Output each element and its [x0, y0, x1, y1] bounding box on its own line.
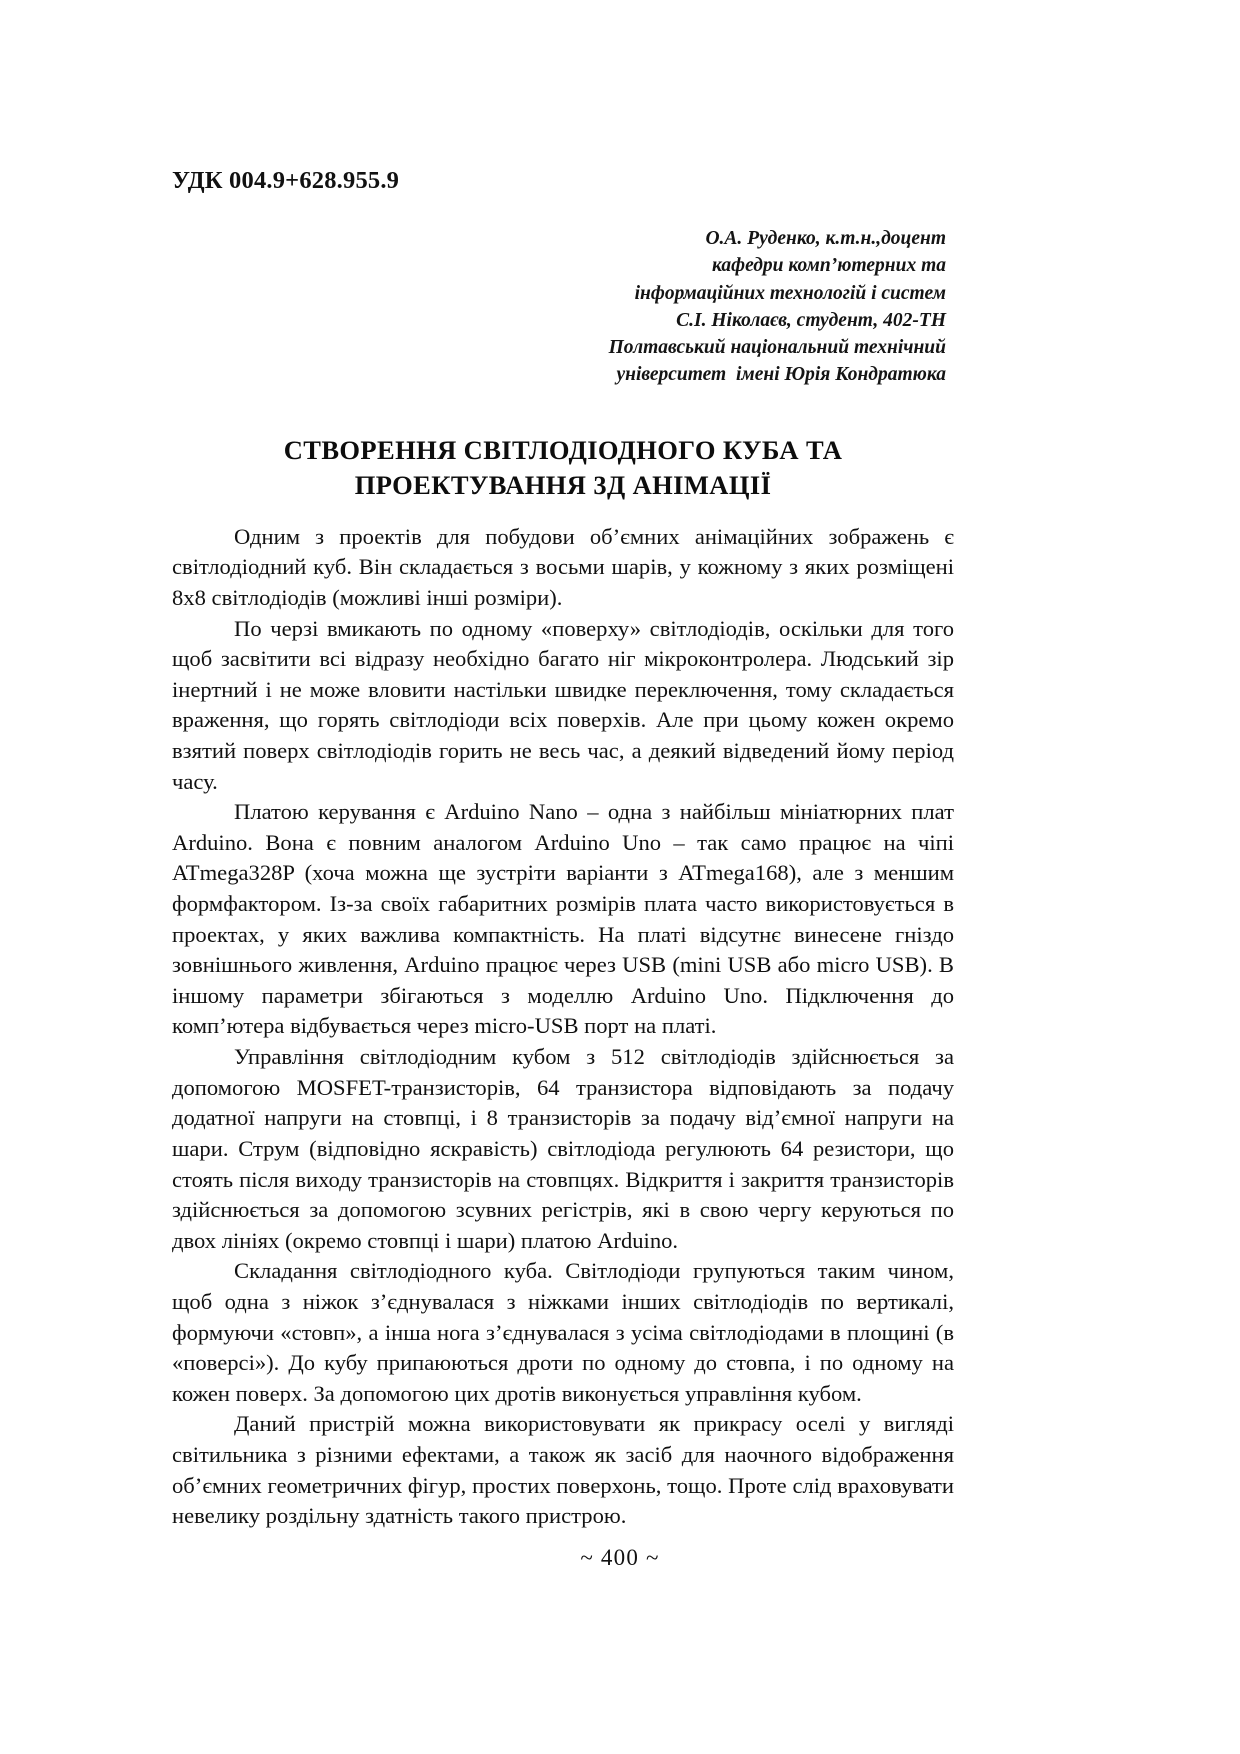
title-line-2: ПРОЕКТУВАННЯ 3Д АНІМАЦІЇ — [354, 470, 772, 501]
author-line-1: О.А. Руденко, к.т.н.,доцент — [705, 227, 946, 249]
article-title — [172, 433, 954, 504]
body-paragraph-1: Одним з проектів для побудови об’ємних анімаційних зображень є світлодіодний куб. Він складається з восьми шарів, у кожному з яких розміщені 8х8 світлодіодів (можливі інші розміри). — [172, 523, 954, 610]
body-paragraph-4: Управління світлодіодним кубом з 512 світлодіодів здійснюється за допомогою MOSFET-транзисторів, 64 транзистора відповідають за подачу додатної напруги на стовпці, і 8 транзисторів за подачу від’ємної напруги на шари. Струм (відповідно яскравість) світлодіода регулюють 64 резистори, що стоять після виходу транзисторів на стовпцях. Відкриття і закриття транзисторів здійснюється за допомогою зсувних регістрів, які в свою чергу керуються по двох лініях (окремо стовпці і шари) платою Arduino. — [172, 1044, 954, 1253]
author-line-5: Полтавський національний технічний — [608, 337, 946, 359]
author-line-3: інформаційних технологій і систем — [634, 282, 946, 304]
title-line-1: СТВОРЕННЯ СВІТЛОДІОДНОГО КУБА ТА — [283, 434, 843, 465]
author-line-4: С.І. Ніколаєв, студент, 402-ТН — [676, 309, 946, 331]
udc-code: УДК 004.9+628.955.9 — [172, 167, 400, 194]
article-body — [172, 522, 954, 1532]
author-line-2: кафедри комп’ютерних та — [711, 255, 946, 277]
page-content — [172, 168, 954, 1532]
body-paragraph-6: Даний пристрій можна використовувати як прикрасу оселі у вигляді світильника з різними ефектами, а також як засіб для наочного відображення об’ємних геометричних фігур, простих поверхонь, тощо. Проте слід враховувати невелику роздільну здатність такого пристрою. — [172, 1411, 954, 1529]
page-number: ~ 400 ~ — [580, 1545, 660, 1570]
author-affiliation-block — [172, 225, 954, 389]
body-paragraph-5: Складання світлодіодного куба. Світлодіоди групуються таким чином, щоб одна з ніжок з’єднувалася з ніжками інших світлодіодів по вертикалі, формуючи «стовп», а інша нога з’єднувалася з усіма світлодіодами в площині (в «поверсі»). До кубу припаюються дроти по одному до стовпа, і по одному на кожен поверх. За допомогою цих дротів виконується управління кубом. — [172, 1258, 954, 1406]
body-paragraph-3: Платою керування є Arduino Nano – одна з найбільш мініатюрних плат Arduino. Вона є повним аналогом Arduino Uno – так само працює на чіпі ATmega328P (хоча можна ще зустріти варіанти з ATmega168), але з меншим формфактором. Із-за своїх габаритних розмірів плата часто використовується в проектах, у яких важлива компактність. На платі відсутнє винесене гніздо зовнішнього живлення, Arduino працює через USB (mini USB або micro USB). В іншому параметри збігаються з моделлю Arduino Uno. Підключення до комп’ютера відбувається через micro-USB порт на платі. — [172, 799, 954, 1039]
author-line-6: університет імені Юрія Кондратюка — [616, 364, 946, 386]
body-paragraph-2: По черзі вмикають по одному «поверху» світлодіодів, оскільки для того щоб засвітити всі відразу необхідно багато ніг мікроконтролера. Людський зір інертний і не може вловити настільки швидке переключення, тому складається враження, що горять світлодіоди всіх поверхів. Але при цьому кожен окремо взятий поверх світлодіодів горить не весь час, а деякий відведений йому період часу. — [172, 615, 954, 794]
